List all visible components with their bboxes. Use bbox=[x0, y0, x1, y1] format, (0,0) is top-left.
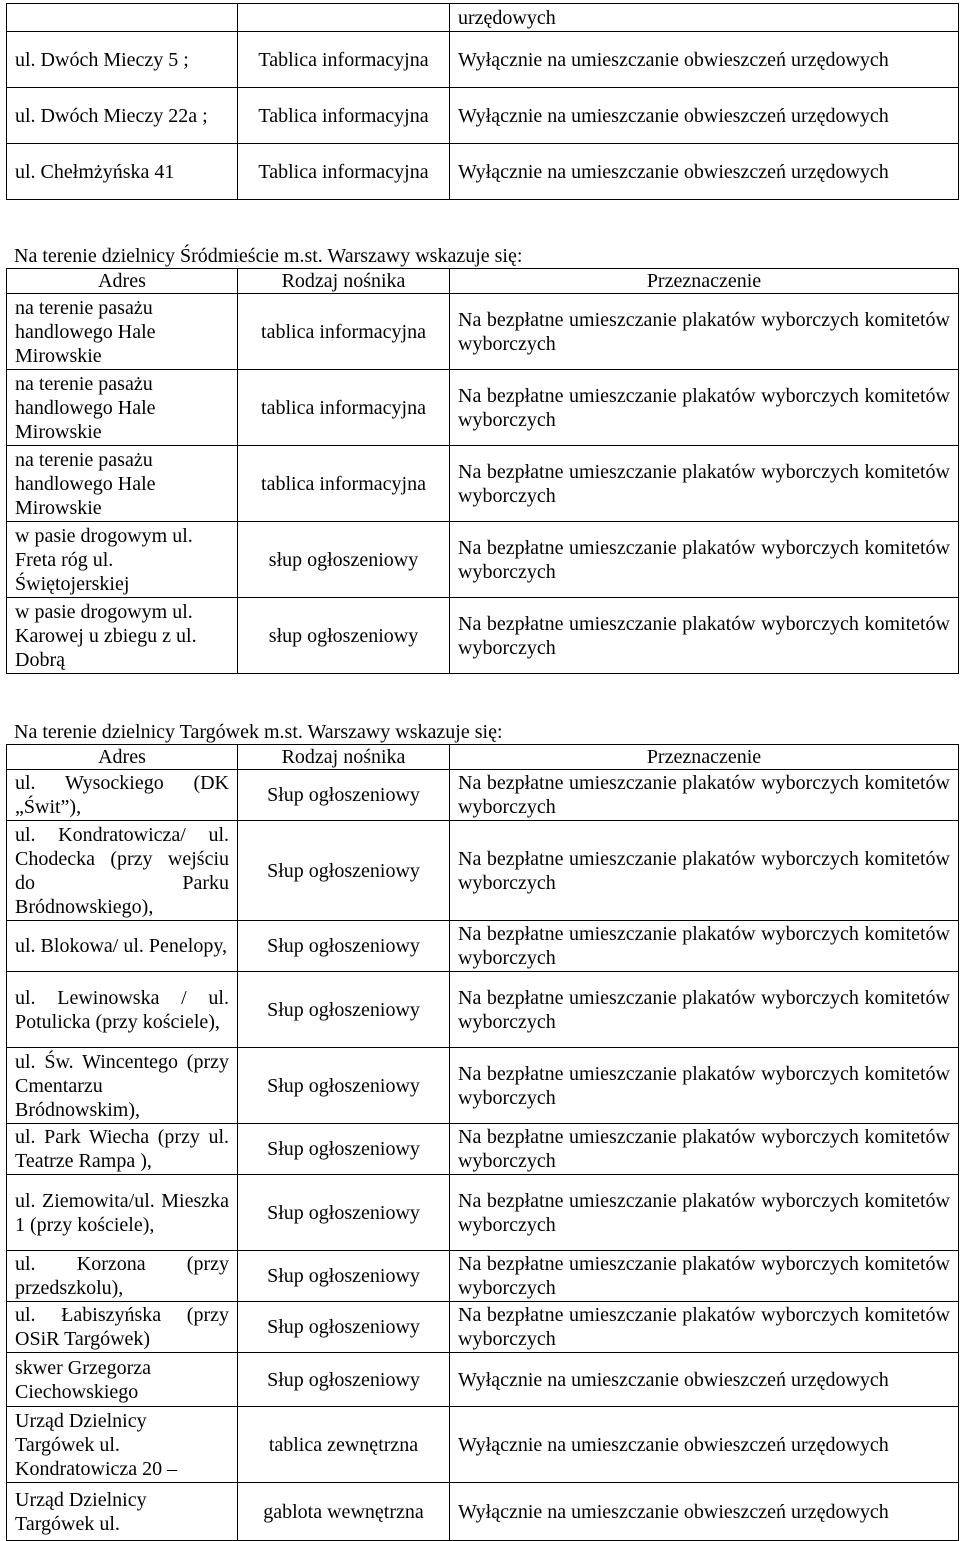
targowek-table bbox=[6, 744, 959, 1541]
cell-przeznaczenie: Wyłącznie na umieszczanie obwieszczeń urzędowych bbox=[450, 1353, 959, 1407]
cell-adres: ul. Korzona (przy przedszkolu), bbox=[7, 1251, 238, 1302]
cell-przeznaczenie: Na bezpłatne umieszczanie plakatów wyborczych komitetów wyborczych bbox=[450, 1251, 959, 1302]
cell-rodzaj: Słup ogłoszeniowy bbox=[238, 1353, 450, 1407]
table-row bbox=[7, 1302, 959, 1353]
cell-przeznaczenie: Wyłącznie na umieszczanie obwieszczeń urzędowych bbox=[450, 88, 959, 144]
cell-rodzaj: Tablica informacyjna bbox=[238, 32, 450, 88]
cell-rodzaj: słup ogłoszeniowy bbox=[238, 522, 450, 598]
section-heading-srodmiescie: Na terenie dzielnicy Śródmieście m.st. Warszawy wskazuje się: bbox=[14, 245, 523, 267]
cell-przeznaczenie: Na bezpłatne umieszczanie plakatów wyborczych komitetów wyborczych bbox=[450, 370, 959, 446]
table-row bbox=[7, 921, 959, 972]
cell-przeznaczenie: Na bezpłatne umieszczanie plakatów wyborczych komitetów wyborczych bbox=[450, 598, 959, 674]
table-row bbox=[7, 1048, 959, 1124]
cell-adres: ul. Blokowa/ ul. Penelopy, bbox=[7, 921, 238, 972]
cell-przeznaczenie: Na bezpłatne umieszczanie plakatów wyborczych komitetów wyborczych bbox=[450, 522, 959, 598]
cell-rodzaj: Tablica informacyjna bbox=[238, 144, 450, 200]
cell-przeznaczenie: Na bezpłatne umieszczanie plakatów wyborczych komitetów wyborczych bbox=[450, 446, 959, 522]
cell-adres: ul. Chełmżyńska 41 bbox=[7, 144, 238, 200]
cell-przeznaczenie: Wyłącznie na umieszczanie obwieszczeń urzędowych bbox=[450, 144, 959, 200]
table-row bbox=[7, 370, 959, 446]
table-row bbox=[7, 821, 959, 921]
cell-adres: ul. Łabiszyńska (przy OSiR Targówek) bbox=[7, 1302, 238, 1353]
cell-adres: skwer Grzegorza Ciechowskiego bbox=[7, 1353, 238, 1407]
cell-adres: w pasie drogowym ul. Karowej u zbiegu z ul. Dobrą bbox=[7, 598, 238, 674]
cell-rodzaj: Słup ogłoszeniowy bbox=[238, 1302, 450, 1353]
table-row bbox=[7, 144, 959, 200]
srodmiescie-table bbox=[6, 268, 959, 674]
table-row bbox=[7, 972, 959, 1048]
section-heading-targowek: Na terenie dzielnicy Targówek m.st. Warszawy wskazuje się: bbox=[14, 721, 503, 743]
cell-przeznaczenie: Wyłącznie na umieszczanie obwieszczeń urzędowych bbox=[450, 1483, 959, 1541]
cell-adres: ul. Dwóch Mieczy 5 ; bbox=[7, 32, 238, 88]
cell-rodzaj: Słup ogłoszeniowy bbox=[238, 972, 450, 1048]
cell-przeznaczenie: Wyłącznie na umieszczanie obwieszczeń urzędowych bbox=[450, 1407, 959, 1483]
cell-rodzaj: tablica zewnętrzna bbox=[238, 1407, 450, 1483]
cell-przeznaczenie: Na bezpłatne umieszczanie plakatów wyborczych komitetów wyborczych bbox=[450, 821, 959, 921]
cell-rodzaj: tablica informacyjna bbox=[238, 294, 450, 370]
cell-adres: ul. Lewinowska / ul. Potulicka (przy kościele), bbox=[7, 972, 238, 1048]
cell-rodzaj: Słup ogłoszeniowy bbox=[238, 921, 450, 972]
cell-przeznaczenie: Na bezpłatne umieszczanie plakatów wyborczych komitetów wyborczych bbox=[450, 1175, 959, 1251]
table-row bbox=[7, 522, 959, 598]
cell-rodzaj: Tablica informacyjna bbox=[238, 88, 450, 144]
cell-rodzaj: Słup ogłoszeniowy bbox=[238, 1251, 450, 1302]
cell-rodzaj: Słup ogłoszeniowy bbox=[238, 1048, 450, 1124]
table-row bbox=[7, 1407, 959, 1483]
cell-rodzaj: Słup ogłoszeniowy bbox=[238, 821, 450, 921]
table-row bbox=[7, 1353, 959, 1407]
cell-adres: na terenie pasażu handlowego Hale Mirowskie bbox=[7, 370, 238, 446]
table-row bbox=[7, 1124, 959, 1175]
table-row bbox=[7, 1251, 959, 1302]
cell-przeznaczenie: Na bezpłatne umieszczanie plakatów wyborczych komitetów wyborczych bbox=[450, 770, 959, 821]
cell-adres: na terenie pasażu handlowego Hale Mirowskie bbox=[7, 294, 238, 370]
first-cell-tail: urzędowych bbox=[450, 4, 959, 32]
cell-adres: ul. Ziemowita/ul. Mieszka 1 (przy kościele), bbox=[7, 1175, 238, 1251]
table-row bbox=[7, 446, 959, 522]
cell-przeznaczenie: Na bezpłatne umieszczanie plakatów wyborczych komitetów wyborczych bbox=[450, 1048, 959, 1124]
cell-adres: Urząd Dzielnicy Targówek ul. Kondratowicza 20 – bbox=[7, 1407, 238, 1483]
cell-rodzaj: Słup ogłoszeniowy bbox=[238, 770, 450, 821]
cell-adres: na terenie pasażu handlowego Hale Mirowskie bbox=[7, 446, 238, 522]
table-row bbox=[7, 1175, 959, 1251]
cell-przeznaczenie: Na bezpłatne umieszczanie plakatów wyborczych komitetów wyborczych bbox=[450, 921, 959, 972]
cell-przeznaczenie: Na bezpłatne umieszczanie plakatów wyborczych komitetów wyborczych bbox=[450, 972, 959, 1048]
cell-rodzaj: gablota wewnętrzna bbox=[238, 1483, 450, 1541]
cell-adres: Urząd Dzielnicy Targówek ul. bbox=[7, 1483, 238, 1541]
cell-rodzaj: Słup ogłoszeniowy bbox=[238, 1175, 450, 1251]
cell-adres: ul. Św. Wincentego (przy Cmentarzu Bródnowskim), bbox=[7, 1048, 238, 1124]
header-adres: Adres bbox=[7, 269, 238, 294]
header-przeznaczenie: Przeznaczenie bbox=[450, 745, 959, 770]
cell-rodzaj: Słup ogłoszeniowy bbox=[238, 1124, 450, 1175]
table-row bbox=[7, 770, 959, 821]
cell-adres: ul. Kondratowicza/ ul. Chodecka (przy wejściu do Parku Bródnowskiego), bbox=[7, 821, 238, 921]
header-rodzaj: Rodzaj nośnika bbox=[238, 269, 450, 294]
table-row bbox=[7, 1483, 959, 1541]
header-rodzaj: Rodzaj nośnika bbox=[238, 745, 450, 770]
table-row bbox=[7, 32, 959, 88]
cell-przeznaczenie: Wyłącznie na umieszczanie obwieszczeń urzędowych bbox=[450, 32, 959, 88]
table-row bbox=[7, 598, 959, 674]
cell-adres: ul. Park Wiecha (przy ul. Teatrze Rampa ), bbox=[7, 1124, 238, 1175]
table-row bbox=[7, 294, 959, 370]
top-table bbox=[6, 3, 959, 200]
cell-adres: ul. Dwóch Mieczy 22a ; bbox=[7, 88, 238, 144]
cell-adres: w pasie drogowym ul. Freta róg ul. Świętojerskiej bbox=[7, 522, 238, 598]
header-przeznaczenie: Przeznaczenie bbox=[450, 269, 959, 294]
cell-rodzaj: tablica informacyjna bbox=[238, 370, 450, 446]
cell-przeznaczenie: Na bezpłatne umieszczanie plakatów wyborczych komitetów wyborczych bbox=[450, 1124, 959, 1175]
cell-adres: ul. Wysockiego (DK „Świt”), bbox=[7, 770, 238, 821]
header-adres: Adres bbox=[7, 745, 238, 770]
cell-przeznaczenie: Na bezpłatne umieszczanie plakatów wyborczych komitetów wyborczych bbox=[450, 294, 959, 370]
table-row bbox=[7, 88, 959, 144]
cell-przeznaczenie: Na bezpłatne umieszczanie plakatów wyborczych komitetów wyborczych bbox=[450, 1302, 959, 1353]
cell-rodzaj: słup ogłoszeniowy bbox=[238, 598, 450, 674]
cell-rodzaj: tablica informacyjna bbox=[238, 446, 450, 522]
